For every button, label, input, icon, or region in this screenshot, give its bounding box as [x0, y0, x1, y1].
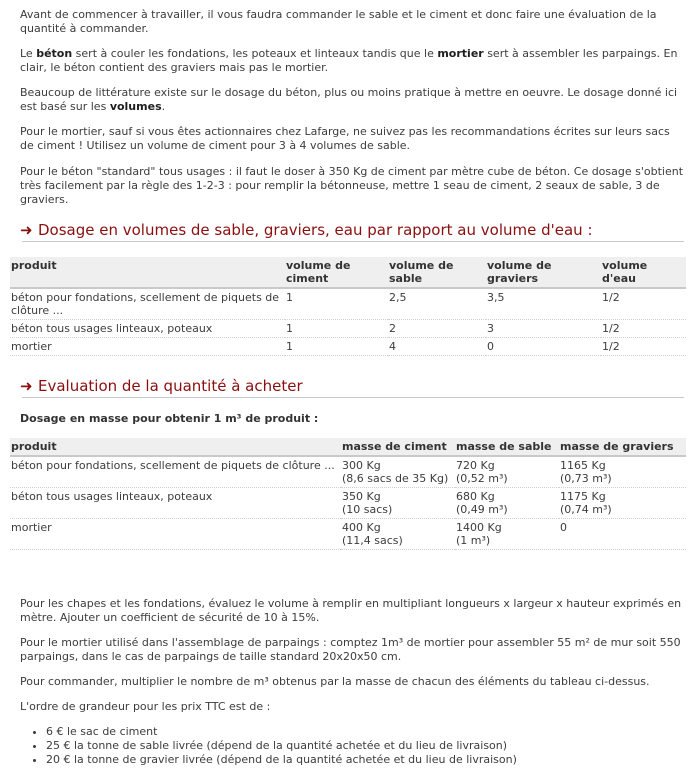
column-header: masse de ciment — [341, 438, 455, 456]
p2-text-a: Le — [20, 47, 37, 60]
table-cell: 1 — [285, 288, 388, 320]
cell-value: 1165 Kg — [560, 459, 606, 472]
cell-detail: (0,52 m³) — [456, 472, 508, 485]
list-item: • 6 € le sac de ciment — [46, 725, 517, 739]
cell-value: 720 Kg — [456, 459, 495, 472]
outro-paragraph-3: Pour commander, multiplier le nombre de m³ obtenus par la masse de chacun des éléments du tableau ci-dessus. — [20, 675, 650, 688]
cell-value: 0 — [560, 521, 567, 534]
p3-text-a: Beaucoup de littérature existe sur le dosage du béton, plus ou moins pratique à mettre en oeuvre. Le dosage donné ici est basé sur les — [20, 86, 678, 113]
outro-paragraph-4: L'ordre de grandeur pour les prix TTC est de : — [20, 700, 271, 713]
outro-paragraph-2: Pour le mortier utilisé dans l'assemblage de parpaings : comptez 1m³ de mortier pour assembler 55 m² de mur soit 550 parpaings, dans le cas de parpaings de taille standard 20x20x50 cm. — [20, 636, 681, 663]
section1-divider — [22, 241, 684, 242]
column-header: masse de graviers — [559, 438, 686, 456]
table-cell — [559, 519, 686, 550]
cell-detail: (0,49 m³) — [456, 503, 508, 516]
column-header: produit — [10, 438, 341, 456]
p2-bold-beton: béton — [36, 47, 73, 60]
table-cell — [559, 456, 686, 488]
p2-bold-mortier: mortier — [437, 47, 484, 60]
table-cell — [341, 456, 455, 488]
column-header: masse de sable — [455, 438, 559, 456]
table-row — [10, 519, 686, 550]
price-list — [20, 725, 517, 767]
intro-paragraph-1: Avant de commencer à travailler, il vous faudra commander le sable et le ciment et donc faire une évaluation de la quantité à commander. — [20, 8, 657, 35]
column-header: produit — [10, 257, 285, 288]
table-cell — [455, 488, 559, 519]
table-cell: 1 — [285, 320, 388, 338]
table-row — [10, 338, 686, 356]
outro-paragraph-1: Pour les chapes et les fondations, évaluez le volume à remplir en multipliant longueurs x largeur x hauteur exprimés en mètre. Ajouter un coefficient de sécurité de 10 à 15%. — [20, 597, 682, 624]
table-cell: 4 — [388, 338, 486, 356]
table-cell: 0 — [486, 338, 601, 356]
section2-divider — [22, 397, 684, 398]
section2-title: Evaluation de la quantité à acheter — [38, 377, 303, 395]
arrow-right-icon: ➜ — [20, 221, 33, 239]
list-item: • 25 € la tonne de sable livrée (dépend de la quantité achetée et du lieu de livraison) — [46, 739, 517, 753]
column-header: volume d'eau — [601, 257, 686, 288]
intro-paragraph-2 — [20, 47, 684, 75]
table-row — [10, 456, 686, 488]
table-cell: béton pour fondations, scellement de piquets de clôture ... — [10, 456, 341, 488]
table-cell: mortier — [10, 519, 341, 550]
table-cell: béton tous usages linteaux, poteaux — [10, 488, 341, 519]
cell-detail: (1 m³) — [456, 534, 491, 547]
section-heading-dosage — [20, 221, 593, 239]
volume-dosage-table — [10, 257, 686, 356]
table-row — [10, 288, 686, 320]
mass-dosage-subtitle: Dosage en masse pour obtenir 1 m³ de produit : — [20, 412, 319, 425]
table-cell: 1 — [285, 338, 388, 356]
table-cell: 1/2 — [601, 288, 686, 320]
table-cell — [455, 519, 559, 550]
cell-detail: (0,74 m³) — [560, 503, 612, 516]
cell-detail: (8,6 sacs de 35 Kg) — [342, 472, 449, 485]
cell-value: 680 Kg — [456, 490, 495, 503]
table-cell: béton tous usages linteaux, poteaux — [10, 320, 285, 338]
p3-text-b: . — [161, 100, 166, 113]
cell-value: 1175 Kg — [560, 490, 606, 503]
table-cell: 2,5 — [388, 288, 486, 320]
column-header: volume de graviers — [486, 257, 601, 288]
table-cell: mortier — [10, 338, 285, 356]
table-header-row — [10, 257, 686, 288]
cell-value: 1400 Kg — [456, 521, 502, 534]
arrow-right-icon: ➜ — [20, 377, 33, 395]
intro-paragraph-5: Pour le béton "standard" tous usages : il faut le doser à 350 Kg de ciment par mètre cube de béton. Ce dosage s'obtient très facilement par la règle des 1-2-3 : pour remplir la bétonneuse, mettre 1 seau de ciment, 2 seaux de sable, 3 de graviers. — [20, 165, 684, 206]
table-header-row — [10, 438, 686, 456]
intro-paragraph-3 — [20, 86, 684, 114]
p2-text-c: sert à assembler les parpaings. En clair, le béton contient des graviers mais pas le mortier. — [20, 47, 678, 74]
cell-value: 300 Kg — [342, 459, 381, 472]
cell-value: 400 Kg — [342, 521, 381, 534]
table-cell: 2 — [388, 320, 486, 338]
table-row — [10, 488, 686, 519]
column-header: volume de ciment — [285, 257, 388, 288]
table-cell: 1/2 — [601, 338, 686, 356]
cell-detail: (0,73 m³) — [560, 472, 612, 485]
column-header: volume de sable — [388, 257, 486, 288]
table-cell — [559, 488, 686, 519]
table-cell — [455, 456, 559, 488]
table-row — [10, 320, 686, 338]
p2-text-b: sert à couler les fondations, les poteaux et linteaux tandis que le — [72, 47, 438, 60]
list-item: • 20 € la tonne de gravier livrée (dépend de la quantité achetée et du lieu de livraison) — [46, 753, 517, 767]
p3-bold-volumes: volumes — [109, 100, 162, 113]
cell-detail: (10 sacs) — [342, 503, 393, 516]
table-cell: béton pour fondations, scellement de piquets de clôture ... — [10, 288, 285, 320]
table-cell: 1/2 — [601, 320, 686, 338]
mass-dosage-table — [10, 438, 686, 550]
table-cell: 3,5 — [486, 288, 601, 320]
table-cell: 3 — [486, 320, 601, 338]
cell-value: 350 Kg — [342, 490, 381, 503]
intro-paragraph-4: Pour le mortier, sauf si vous êtes actionnaires chez Lafarge, ne suivez pas les recommandations écrites sur leurs sacs de ciment ! Utilisez un volume de ciment pour 3 à 4 volumes de sable. — [20, 125, 670, 152]
section-heading-evaluation — [20, 377, 303, 395]
cell-detail: (11,4 sacs) — [342, 534, 403, 547]
table-cell — [341, 488, 455, 519]
table-cell — [341, 519, 455, 550]
section1-title: Dosage en volumes de sable, graviers, eau par rapport au volume d'eau : — [38, 221, 593, 239]
